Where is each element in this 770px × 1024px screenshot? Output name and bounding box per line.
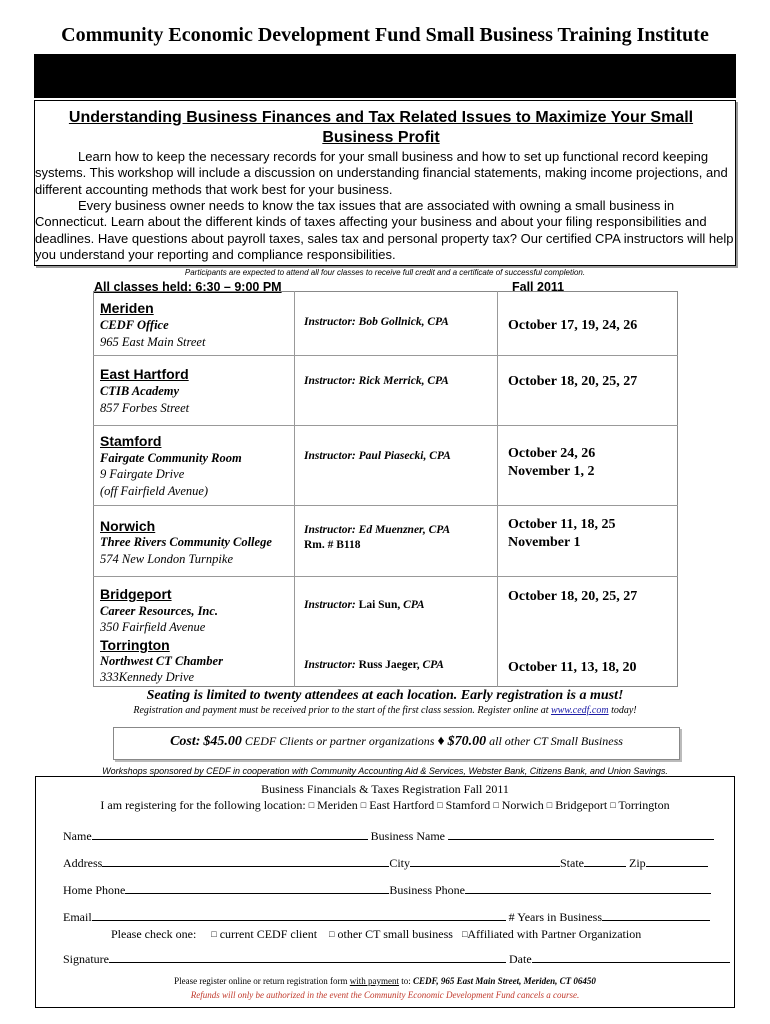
instructor-name: Russ Jaeger, <box>358 659 420 671</box>
class-dates: October 18, 20, 25, 27 <box>508 374 638 389</box>
sponsors-note: Workshops sponsored by CEDF in cooperation with Community Accounting Aid & Services, Webster Bank, Citizens Bank, and Union Savings. <box>102 766 668 776</box>
cedf-price-desc: CEDF Clients or partner organizations <box>244 734 435 748</box>
address-field[interactable] <box>102 855 389 867</box>
address-label: Address <box>63 856 103 870</box>
business-phone-field[interactable] <box>465 882 711 894</box>
other-price-desc: all other CT Small Business <box>489 734 623 748</box>
option-label: current CEDF client <box>219 927 318 941</box>
email-field[interactable] <box>92 909 506 921</box>
state-field[interactable] <box>584 855 626 867</box>
location-address: (off Fairfield Avenue) <box>100 484 209 498</box>
business-name-label: Business Name <box>370 829 445 843</box>
checkbox-icon[interactable]: □ <box>610 800 616 810</box>
website-link[interactable]: www.cedf.com <box>551 705 609 716</box>
class-dates: October 11, 13, 18, 20 <box>508 660 637 675</box>
page-title: Community Economic Development Fund Small Business Training Institute <box>61 24 709 46</box>
location-option-east-hartford[interactable] <box>361 798 434 812</box>
checkbox-icon[interactable]: □ <box>308 800 315 810</box>
signature-label: Signature <box>63 952 109 966</box>
checkbox-icon[interactable]: □ <box>493 800 499 810</box>
location-venue: Career Resources, Inc. <box>100 604 219 618</box>
option-other-ct-small-business[interactable] <box>329 927 453 941</box>
instructor-label: Instructor: <box>304 316 356 328</box>
class-dates: October 17, 19, 24, 26 <box>508 318 638 333</box>
client-type-prompt: Please check one: <box>111 927 197 941</box>
other-price: $70.00 <box>447 734 487 749</box>
location-option-label: Bridgeport <box>555 798 608 812</box>
checkbox-icon[interactable]: □ <box>211 929 217 939</box>
class-dates-line: October 11, 18, 25 <box>508 517 616 532</box>
option-current-cedf-client[interactable] <box>211 927 317 941</box>
location-city: Meriden <box>100 300 154 316</box>
registration-text: Registration and payment must be received prior to the start of the first class session. Register online at <box>133 705 549 716</box>
option-affiliated-partner[interactable] <box>462 927 641 941</box>
registration-notice <box>0 705 770 716</box>
mailing-address: CEDF, 965 East Main Street, Meriden, CT 06450 <box>413 976 596 986</box>
instructor <box>304 599 425 611</box>
diamond-separator-icon: ♦ <box>437 734 445 749</box>
date-field[interactable] <box>532 951 730 963</box>
table-row-divider <box>93 425 678 426</box>
location-city: Torrington <box>100 637 170 653</box>
table-row-divider <box>93 576 678 577</box>
location-city: Stamford <box>100 433 162 449</box>
location-option-bridgeport[interactable] <box>547 798 607 812</box>
option-label: Affiliated with Partner Organization <box>467 927 642 941</box>
state-label: State <box>560 856 584 870</box>
instructor-credential: CPA <box>403 599 425 611</box>
class-dates: October 18, 20, 25, 27 <box>508 589 638 604</box>
class-dates <box>508 516 615 552</box>
date-label: Date <box>509 952 532 966</box>
location-option-label: Torrington <box>618 798 670 812</box>
location-address: 9 Fairgate Drive <box>100 467 185 481</box>
zip-field[interactable] <box>646 855 708 867</box>
class-dates-line: November 1, 2 <box>508 464 595 479</box>
phone-row <box>63 882 711 897</box>
cost-line <box>113 734 680 750</box>
checkbox-icon[interactable]: □ <box>437 800 443 810</box>
location-city: Norwich <box>100 518 156 534</box>
class-dates <box>508 445 595 481</box>
class-dates-line: October 24, 26 <box>508 446 596 461</box>
checkbox-icon[interactable]: □ <box>546 800 553 810</box>
location-address: 574 New London Turnpike <box>100 552 233 566</box>
table-column-divider <box>497 291 498 687</box>
instructor-name: Paul Piasecki, CPA <box>358 450 451 462</box>
instructor-name: Bob Gollnick, CPA <box>358 316 449 328</box>
table-column-divider <box>294 291 295 687</box>
footer-to: to: <box>401 976 411 986</box>
home-phone-label: Home Phone <box>63 883 126 897</box>
name-field[interactable] <box>92 828 368 840</box>
instructor-credential: CPA <box>422 659 444 671</box>
location-option-meriden[interactable] <box>309 798 358 812</box>
instructor <box>304 659 444 671</box>
years-in-business-label: # Years in Business <box>508 910 603 924</box>
business-name-field[interactable] <box>448 828 714 840</box>
seating-notice: Seating is limited to twenty attendees at each location. Early registration is a must! <box>146 688 624 703</box>
location-option-norwich[interactable] <box>493 798 543 812</box>
location-option-label: Meriden <box>317 798 358 812</box>
years-in-business-field[interactable] <box>602 909 710 921</box>
location-option-label: Stamford <box>445 798 491 812</box>
location-venue: Fairgate Community Room <box>100 451 242 465</box>
signature-row <box>63 951 730 966</box>
location-option-label: East Hartford <box>369 798 435 812</box>
participants-note: Participants are expected to attend all four classes to receive full credit and a certificate of successful completion. <box>184 268 586 277</box>
cost-label: Cost: <box>170 734 201 749</box>
client-type-row <box>111 927 641 942</box>
instructor <box>304 375 449 387</box>
checkbox-icon[interactable]: □ <box>360 800 367 810</box>
instructor-label: Instructor: <box>304 375 356 387</box>
location-venue: CTIB Academy <box>100 384 180 398</box>
location-venue: CEDF Office <box>100 318 169 332</box>
instructor-name: Rick Merrick, CPA <box>358 375 449 387</box>
city-field[interactable] <box>410 855 560 867</box>
business-phone-label: Business Phone <box>389 883 466 897</box>
checkbox-icon[interactable]: □ <box>461 929 468 939</box>
class-time: All classes held: 6:30 – 9:00 PM <box>94 280 282 294</box>
zip-label: Zip <box>629 856 646 870</box>
location-venue: Northwest CT Chamber <box>100 654 223 668</box>
form-title: Business Financials & Taxes Registration Fall 2011 <box>261 782 509 796</box>
instructor-label: Instructor: <box>304 659 356 671</box>
instructor-name: Ed Muenzner, CPA <box>358 524 451 536</box>
location-option-stamford[interactable] <box>437 798 490 812</box>
location-prompt: I am registering for the following location: <box>100 798 306 812</box>
name-row <box>63 828 714 843</box>
class-dates-line: November 1 <box>508 535 581 550</box>
signature-field[interactable] <box>109 951 506 963</box>
email-row <box>63 909 710 924</box>
location-city: Bridgeport <box>100 586 172 602</box>
location-option-label: Norwich <box>501 798 544 812</box>
name-label: Name <box>63 829 92 843</box>
instructor <box>304 450 451 462</box>
location-choices <box>35 798 735 813</box>
table-row-divider <box>93 355 678 356</box>
room-number: Rm. # B118 <box>304 539 361 551</box>
intro-paragraph-taxes: Every business owner needs to know the tax issues that are associated with owning a small business in Connecticut. Learn about the different kinds of taxes affecting your business and about your filing responsibilities and deadlines. Have questions about payroll taxes, sales tax and personal property tax? Our certified CPA instructors will help you understand your reporting and compliance responsibilities. <box>35 198 734 262</box>
registration-suffix: today! <box>611 705 637 716</box>
table-row-divider <box>93 505 678 506</box>
location-address: 857 Forbes Street <box>100 401 190 415</box>
instructor <box>304 316 449 328</box>
email-label: Email <box>63 910 92 924</box>
location-venue: Three Rivers Community College <box>100 535 272 549</box>
instructor-label: Instructor: <box>304 524 356 536</box>
city-label: City <box>389 856 410 870</box>
footer-with-payment: with payment <box>349 976 400 986</box>
intro-paragraph-records: Learn how to keep the necessary records for your small business and how to set up functional record keeping systems. This workshop will include a discussion on understanding financial statements, making income projections, and different accounting methods that work best for your business. <box>35 149 728 197</box>
location-address: 350 Fairfield Avenue <box>100 620 206 634</box>
refund-policy: Refunds will only be authorized in the event the Community Economic Development Fund cancels a course. <box>190 990 580 1000</box>
address-row <box>63 855 708 870</box>
location-option-torrington[interactable] <box>610 798 669 812</box>
location-address: 965 East Main Street <box>100 335 206 349</box>
location-address: 333Kennedy Drive <box>100 670 195 684</box>
home-phone-field[interactable] <box>125 882 389 894</box>
instructor-label: Instructor: <box>304 450 356 462</box>
term-label: Fall 2011 <box>512 280 565 294</box>
footer-text: Please register online or return registration form <box>174 976 348 986</box>
instructor <box>304 524 450 536</box>
instructor-label: Instructor: <box>304 599 356 611</box>
cedf-price: $45.00 <box>203 734 242 749</box>
header-band <box>34 54 736 98</box>
checkbox-icon[interactable]: □ <box>329 929 335 939</box>
option-label: other CT small business <box>337 927 453 941</box>
instructor-name: Lai Sun, <box>358 599 401 611</box>
location-city: East Hartford <box>100 366 189 382</box>
form-footer <box>35 976 735 986</box>
workshop-heading: Understanding Business Finances and Tax Related Issues to Maximize Your Small Business Profit <box>68 109 694 146</box>
